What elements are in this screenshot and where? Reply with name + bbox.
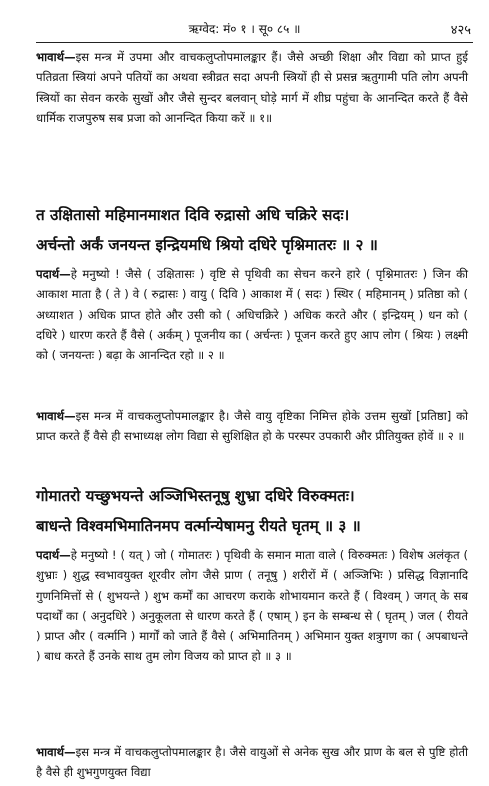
padartha-label: पदार्थ— [36, 267, 71, 281]
bhavartha-label: भावार्थ— [36, 50, 76, 64]
mantra-2 [36, 200, 476, 260]
mantra-line: अर्चन्तो अर्कं जनयन्त इन्द्रियमधि श्रियो दधिरे पृश्निमातरः ॥ २ ॥ [36, 236, 378, 254]
header-rule [36, 42, 473, 43]
padartha-2 [36, 264, 468, 365]
padartha-text: हे मनुष्यो ! जैसे ( उक्षितासः ) वृष्टि से पृथिवी का सेचन करने हारे ( पृश्निमातरः ) जिन की आकाश माता है ( ते ) वे ( रुद्रासः ) वायु ( दिवि ) आकाश में ( सदः ) स्थिर ( महिमानम् ) प्रतिष्ठा को ( अध्याशत ) अधिक प्राप्त होते और उसी को ( अधिचक्रिरे ) अधिक करते और ( इन्द्रियम् ) धन को ( दधिरे ) धारण करते हैं वैसे ( अर्कम् ) पूजनीय का ( अर्चन्तः ) पूजन करते हुए आप लोग ( श्रियः ) लक्ष्मी को ( जनयन्तः ) बढ़ा के आनन्दित रहो ॥ २ ॥ [36, 267, 468, 363]
bhavartha-label: भावार्थ— [36, 409, 76, 423]
bhavartha-3 [36, 742, 468, 783]
padartha-text: हे मनुष्यो ! ( यत् ) जो ( गोमातरः ) पृथिवी के समान माता वाले ( विरुक्मतः ) विशेष अलंकृत ( शुभ्राः ) शुद्ध स्वभावयुक्त शूरवीर लोग जैसे प्राण ( तनूषु ) शरीरों में ( अञ्जिभिः ) प्रसिद्ध विज्ञानादि गुणनिमित्तों से ( शुभयन्ते ) शुभ कर्मों का आचरण कराके शोभायमान करते हैं ( विश्वम् ) जगत् के सब पदार्थों का ( अनुदधिरे ) अनुकूलता से धारण करते हैं ( एषाम् ) इन के सम्बन्ध से ( घृतम् ) जल ( रीयते ) प्राप्त और ( वर्त्मानि ) मार्गों को जाते हैं वैसे ( अभिमातिनम् ) अभिमान युक्त शत्रुगण का ( अपबाधन्ते ) बाध करते हैं उनके साथ तुम लोग विजय को प्राप्त हो ॥ ३ ॥ [36, 548, 468, 664]
mantra-3 [36, 481, 476, 541]
running-title: ऋग्वेद: मं० १ । सू० ८५ ॥ [188, 22, 301, 36]
mantra-line: त उक्षितासो महिमानमाशत दिवि रुद्रासो अधि चक्रिरे सदः। [36, 206, 350, 224]
padartha-3 [36, 545, 468, 667]
bhavartha-1 [36, 47, 468, 128]
bhavartha-2 [36, 406, 468, 447]
bhavartha-text: इस मन्त्र में उपमा और वाचकलुप्तोपमालङ्कार हैं। जैसे अच्छी शिक्षा और विद्या को प्राप्त हुई पतिव्रता स्त्रियां अपने पतियों का अथवा स्त्रीव्रत सदा अपनी स्त्रियों ही से प्रसन्न ऋतुगामी पति लोग अपनी स्त्रियों का सेवन करके सुखों और जैसे सुन्दर बलवान् घोड़े मार्ग में शीघ्र पहुंचा के आनन्दित करते हैं वैसे धार्मिक राजपुरुष सब प्रजा को आनन्दित किया करें ॥ १॥ [36, 50, 468, 125]
mantra-line: बाधन्ते विश्वमभिमातिनमप वर्त्मान्येषामनु रीयते घृतम् ॥ ३ ॥ [36, 517, 361, 535]
bhavartha-text: इस मन्त्र में वाचकलुप्तोपमालङ्कार है। जैसे वायुओं से अनेक सुख और प्राण के बल से पुष्टि होती है वैसे ही शुभगुणयुक्त विद्या [36, 745, 468, 780]
padartha-label: पदार्थ— [36, 548, 71, 562]
bhavartha-label: भावार्थ— [36, 745, 76, 759]
page-number: ४२५ [450, 23, 471, 38]
page-header [0, 20, 489, 42]
bhavartha-text: इस मन्त्र में वाचकलुप्तोपमालङ्कार है। जैसे वायु वृष्टिका निमित्त होके उत्तम सुखों [प्रतिष्ठा] को प्राप्त करते हैं वैसे ही सभाध्यक्ष लोग विद्या से सुशिक्षित हो के परस्पर उपकारी और प्रीतियुक्त होवें ॥ २ ॥ [36, 409, 468, 444]
mantra-line: गोमातरो यच्छुभयन्ते अञ्जिभिस्तनूषु शुभ्रा दधिरे विरुक्मतः। [36, 487, 355, 505]
